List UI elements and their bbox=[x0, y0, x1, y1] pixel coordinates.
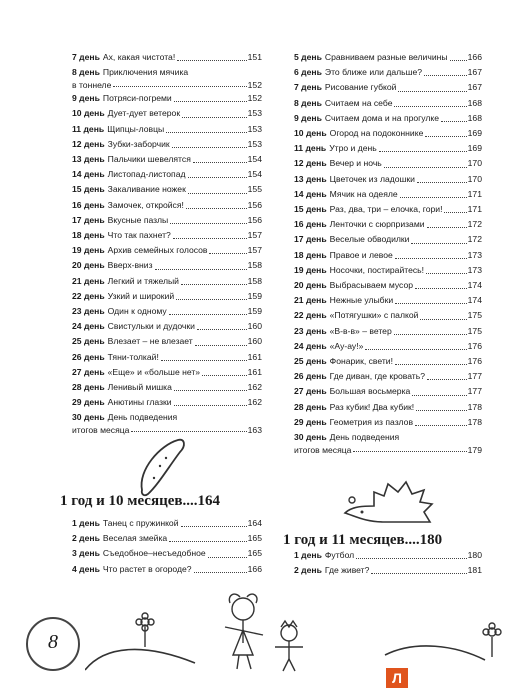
toc-entry bbox=[294, 563, 482, 578]
toc-title: Утро и день bbox=[329, 143, 377, 154]
toc-day: 4 день bbox=[72, 563, 100, 574]
toc-page: 154 bbox=[247, 169, 262, 180]
toc-title: Закаливание ножек bbox=[107, 184, 186, 195]
toc-title: Выбрасываем мусор bbox=[329, 280, 414, 291]
toc-entry bbox=[294, 548, 482, 563]
toc-leader-dots bbox=[353, 451, 466, 452]
toc-leader-dots bbox=[166, 132, 246, 133]
toc-title: Что растет в огороде? bbox=[102, 563, 192, 574]
toc-leader-dots bbox=[176, 299, 247, 300]
toc-page: 162 bbox=[247, 397, 262, 408]
toc-entry bbox=[72, 106, 262, 121]
toc-page: 159 bbox=[247, 306, 262, 317]
toc-day: 23 день bbox=[294, 325, 327, 336]
toc-title-continued: итогов месяца bbox=[72, 424, 130, 435]
toc-day: 22 день bbox=[72, 290, 105, 301]
toc-entry bbox=[294, 384, 482, 399]
toc-day: 20 день bbox=[72, 260, 105, 271]
toc-page: 165 bbox=[247, 533, 262, 544]
toc-title: Потряси-погреми bbox=[102, 93, 172, 104]
toc-day: 26 день bbox=[294, 371, 327, 382]
toc-leader-dots bbox=[177, 60, 246, 61]
toc-left-column bbox=[72, 50, 262, 436]
toc-title: Вверх-вниз bbox=[107, 260, 153, 271]
toc-leader-dots bbox=[371, 573, 466, 574]
toc-title: День подведения bbox=[329, 432, 400, 443]
toc-title-continued: итогов месяца bbox=[294, 444, 352, 455]
toc-leader-dots bbox=[195, 345, 247, 346]
toc-day: 17 день bbox=[72, 214, 105, 225]
toc-title: Геометрия из пазлов bbox=[329, 416, 414, 427]
toc-leader-dots bbox=[181, 526, 247, 527]
toc-day: 8 день bbox=[72, 67, 100, 78]
toc-day: 11 день bbox=[294, 143, 327, 154]
toc-page: 166 bbox=[467, 52, 482, 62]
toc-entry bbox=[72, 350, 262, 365]
toc-day: 3 день bbox=[72, 548, 100, 559]
toc-title: Влезает – не влезает bbox=[107, 336, 193, 347]
toc-page: 170 bbox=[467, 158, 482, 169]
toc-title: Архив семейных голосов bbox=[107, 245, 208, 256]
toc-page: 171 bbox=[467, 188, 482, 199]
toc-entry bbox=[72, 395, 262, 410]
toc-title: День подведения bbox=[107, 412, 178, 423]
toc-day: 24 день bbox=[72, 321, 105, 332]
toc-page: 155 bbox=[247, 184, 262, 195]
toc-page: 161 bbox=[247, 366, 262, 377]
toc-page: 156 bbox=[247, 214, 262, 225]
toc-day: 24 день bbox=[294, 340, 327, 351]
toc-page: 157 bbox=[247, 245, 262, 256]
toc-day: 20 день bbox=[294, 280, 327, 291]
toc-day: 2 день bbox=[294, 565, 322, 576]
toc-leader-dots bbox=[400, 197, 467, 198]
toc-entry bbox=[72, 50, 262, 65]
toc-title: Раз кубик! Два кубик! bbox=[329, 401, 415, 412]
toc-entry bbox=[294, 293, 482, 308]
toc-entry bbox=[294, 187, 482, 202]
toc-day: 26 день bbox=[72, 351, 105, 362]
toc-day: 12 день bbox=[294, 158, 327, 169]
toc-entry bbox=[294, 126, 482, 141]
toc-page: 180 bbox=[467, 550, 482, 560]
toc-entry bbox=[72, 91, 262, 106]
toc-title: Мячик на одеяле bbox=[329, 188, 398, 199]
toc-title: Рисование губкой bbox=[324, 82, 397, 93]
toc-title: Танец с пружинкой bbox=[102, 518, 179, 528]
toc-entry bbox=[72, 258, 262, 273]
toc-title: Пальчики шевелятся bbox=[107, 154, 191, 165]
toc-day: 10 день bbox=[72, 108, 105, 119]
toc-right-column bbox=[294, 50, 482, 456]
toc-leader-dots bbox=[379, 151, 467, 152]
hedgehog-doodle-icon bbox=[340, 478, 440, 533]
toc-entry bbox=[72, 319, 262, 334]
page-number-badge bbox=[26, 617, 80, 671]
toc-title: Один к одному bbox=[107, 306, 167, 317]
toc-title: Тяни-толкай! bbox=[107, 351, 159, 362]
toc-title: Вечер и ночь bbox=[329, 158, 382, 169]
toc-day: 21 день bbox=[294, 295, 327, 306]
toc-entry bbox=[72, 198, 262, 213]
toc-page: 178 bbox=[467, 416, 482, 427]
toc-day: 15 день bbox=[72, 184, 105, 195]
toc-leader-dots bbox=[425, 136, 466, 137]
toc-leader-dots bbox=[394, 106, 466, 107]
toc-leader-dots bbox=[209, 253, 246, 254]
toc-page: 163 bbox=[247, 424, 262, 435]
toc-title: Ленивый мишка bbox=[107, 382, 172, 393]
toc-page: 156 bbox=[247, 199, 262, 210]
toc-leader-dots bbox=[174, 405, 247, 406]
toc-day: 19 день bbox=[72, 245, 105, 256]
toc-day: 1 день bbox=[294, 550, 322, 560]
toc-leader-dots bbox=[444, 212, 466, 213]
toc-leader-dots bbox=[398, 91, 466, 92]
toc-leader-dots bbox=[193, 162, 247, 163]
toc-page: 174 bbox=[467, 295, 482, 306]
toc-leader-dots bbox=[420, 319, 466, 320]
toc-entry bbox=[294, 172, 482, 187]
toc-page: 160 bbox=[247, 321, 262, 332]
toc-title: Легкий и тяжелый bbox=[107, 275, 179, 286]
toc-entry bbox=[72, 334, 262, 349]
toc-title: Зубки-заборчик bbox=[107, 138, 170, 149]
toc-day: 29 день bbox=[72, 397, 105, 408]
toc-page: 153 bbox=[247, 123, 262, 134]
toc-day: 12 день bbox=[72, 138, 105, 149]
toc-page: 154 bbox=[247, 154, 262, 165]
toc-entry bbox=[294, 202, 482, 217]
toc-title: Где живет? bbox=[324, 565, 370, 576]
toc-leader-dots bbox=[113, 86, 246, 87]
toc-day: 30 день bbox=[294, 432, 327, 443]
section-heading-11-months: 1 год и 11 месяцев....180 bbox=[283, 532, 443, 548]
toc-leader-dots bbox=[197, 329, 247, 330]
toc-entry bbox=[294, 141, 482, 156]
toc-day: 9 день bbox=[294, 112, 322, 123]
toc-title: Ленточки с сюрпризами bbox=[329, 219, 425, 230]
toc-entry bbox=[72, 167, 262, 182]
toc-entry bbox=[294, 324, 482, 339]
toc-day: 29 день bbox=[294, 416, 327, 427]
toc-leader-dots bbox=[208, 557, 247, 558]
toc-page: 162 bbox=[247, 382, 262, 393]
toc-day: 19 день bbox=[294, 264, 327, 275]
toc-day: 5 день bbox=[294, 52, 322, 62]
toc-leader-dots bbox=[411, 243, 466, 244]
toc-leader-dots bbox=[356, 558, 466, 559]
toc-page: 175 bbox=[467, 325, 482, 336]
toc-title: Веселые обводилки bbox=[329, 234, 410, 245]
toc-leader-dots bbox=[395, 258, 467, 259]
toc-leader-dots bbox=[173, 238, 247, 239]
toc-day: 15 день bbox=[294, 204, 327, 215]
toc-day: 27 день bbox=[72, 366, 105, 377]
toc-page: 166 bbox=[247, 563, 262, 574]
toc-entry bbox=[72, 152, 262, 167]
toc-page: 161 bbox=[247, 351, 262, 362]
toc-page: 168 bbox=[467, 97, 482, 108]
toc-page: 177 bbox=[467, 386, 482, 397]
toc-page: 169 bbox=[467, 143, 482, 154]
toc-entry bbox=[294, 232, 482, 247]
toc-page: 153 bbox=[247, 108, 262, 119]
toc-title: Раз, два, три – елочка, гори! bbox=[329, 204, 443, 215]
toc-leader-dots bbox=[169, 541, 246, 542]
toc-title: Листопад-листопад bbox=[107, 169, 186, 180]
toc-page: 173 bbox=[467, 264, 482, 275]
toc-page: 171 bbox=[467, 204, 482, 215]
toc-entry bbox=[294, 339, 482, 354]
toc-section-10-months-list bbox=[72, 516, 262, 577]
toc-title: «Потягушки» с палкой bbox=[329, 310, 419, 321]
toc-entry bbox=[72, 228, 262, 243]
toc-leader-dots bbox=[384, 167, 467, 168]
toc-page: 153 bbox=[247, 138, 262, 149]
toc-title: Веселая змейка bbox=[102, 533, 168, 544]
section-heading-10-months: 1 год и 10 месяцев....164 bbox=[60, 493, 220, 509]
toc-leader-dots bbox=[416, 410, 466, 411]
toc-title: Ах, какая чистота! bbox=[102, 52, 176, 62]
toc-title: Фонарик, свети! bbox=[329, 356, 393, 367]
toc-day: 16 день bbox=[294, 219, 327, 230]
toc-day: 6 день bbox=[294, 67, 322, 78]
toc-entry bbox=[72, 213, 262, 228]
toc-page: 177 bbox=[467, 371, 482, 382]
toc-day: 11 день bbox=[72, 123, 105, 134]
toc-page: 176 bbox=[467, 356, 482, 367]
toc-page: 178 bbox=[467, 401, 482, 412]
toc-title: Огород на подоконнике bbox=[329, 128, 424, 139]
cucumber-doodle-icon bbox=[130, 430, 190, 500]
toc-page: 152 bbox=[247, 93, 262, 104]
toc-entry bbox=[294, 278, 482, 293]
toc-day: 28 день bbox=[294, 401, 327, 412]
toc-leader-dots bbox=[365, 349, 466, 350]
toc-day: 14 день bbox=[294, 188, 327, 199]
toc-leader-dots bbox=[441, 121, 467, 122]
toc-day: 13 день bbox=[294, 173, 327, 184]
toc-entry bbox=[72, 182, 262, 197]
toc-entry bbox=[294, 156, 482, 171]
toc-entry bbox=[294, 111, 482, 126]
toc-leader-dots bbox=[161, 360, 247, 361]
toc-page: 175 bbox=[467, 310, 482, 321]
toc-title-continued: в тоннеле bbox=[72, 79, 112, 90]
toc-page: 174 bbox=[467, 280, 482, 291]
toc-leader-dots bbox=[174, 101, 247, 102]
toc-day: 18 день bbox=[294, 249, 327, 260]
toc-page: 159 bbox=[247, 290, 262, 301]
toc-leader-dots bbox=[395, 303, 466, 304]
toc-day: 28 день bbox=[72, 382, 105, 393]
toc-day: 7 день bbox=[294, 82, 322, 93]
toc-leader-dots bbox=[417, 182, 467, 183]
toc-day: 10 день bbox=[294, 128, 327, 139]
toc-leader-dots bbox=[424, 75, 467, 76]
toc-page: 170 bbox=[467, 173, 482, 184]
toc-entry bbox=[72, 546, 262, 561]
toc-title: Считаем дома и на прогулке bbox=[324, 112, 440, 123]
toc-page: 173 bbox=[467, 249, 482, 260]
toc-title: «Ау-ау!» bbox=[329, 340, 364, 351]
toc-entry bbox=[294, 415, 482, 430]
toc-title: Что так пахнет? bbox=[107, 230, 171, 241]
toc-page: 152 bbox=[247, 79, 262, 90]
toc-title: Нежные улыбки bbox=[329, 295, 394, 306]
toc-page: 165 bbox=[247, 548, 262, 559]
toc-day: 25 день bbox=[72, 336, 105, 347]
toc-page: 164 bbox=[247, 518, 262, 528]
toc-entry bbox=[72, 65, 262, 91]
toc-page: 181 bbox=[467, 565, 482, 576]
toc-entry bbox=[72, 122, 262, 137]
toc-page: 158 bbox=[247, 275, 262, 286]
toc-day: 14 день bbox=[72, 169, 105, 180]
toc-title: Узкий и широкий bbox=[107, 290, 175, 301]
toc-entry bbox=[294, 430, 482, 456]
toc-title: Съедобное–несъедобное bbox=[102, 548, 206, 559]
toc-page: 158 bbox=[247, 260, 262, 271]
toc-leader-dots bbox=[155, 269, 247, 270]
toc-day: 22 день bbox=[294, 310, 327, 321]
toc-entry bbox=[72, 274, 262, 289]
toc-title: Приключения мячика bbox=[102, 67, 189, 78]
toc-leader-dots bbox=[426, 273, 467, 274]
toc-entry bbox=[294, 263, 482, 278]
toc-title: Носочки, постирайтесь! bbox=[329, 264, 425, 275]
toc-entry bbox=[72, 562, 262, 577]
toc-entry bbox=[72, 365, 262, 380]
toc-entry bbox=[72, 516, 262, 531]
toc-day: 17 день bbox=[294, 234, 327, 245]
toc-leader-dots bbox=[186, 208, 247, 209]
toc-leader-dots bbox=[415, 425, 467, 426]
toc-entry bbox=[294, 400, 482, 415]
toc-day: 7 день bbox=[72, 52, 100, 62]
toc-page: 172 bbox=[467, 234, 482, 245]
toc-title: «В-в-в» – ветер bbox=[329, 325, 392, 336]
toc-title: Футбол bbox=[324, 550, 355, 560]
toc-leader-dots bbox=[169, 314, 247, 315]
toc-day: 1 день bbox=[72, 518, 100, 528]
publisher-logo: Л bbox=[386, 668, 408, 688]
toc-leader-dots bbox=[427, 227, 467, 228]
toc-section-11-months-list bbox=[294, 548, 482, 578]
toc-title: Замочек, откройся! bbox=[107, 199, 184, 210]
toc-title: Считаем на себе bbox=[324, 97, 393, 108]
toc-page: 172 bbox=[467, 219, 482, 230]
toc-day: 30 день bbox=[72, 412, 105, 423]
toc-entry bbox=[294, 50, 482, 65]
toc-page: 151 bbox=[247, 52, 262, 62]
toc-leader-dots bbox=[174, 390, 247, 391]
toc-entry bbox=[294, 308, 482, 323]
toc-day: 18 день bbox=[72, 230, 105, 241]
toc-entry bbox=[294, 248, 482, 263]
toc-page: 157 bbox=[247, 230, 262, 241]
toc-entry bbox=[294, 96, 482, 111]
toc-leader-dots bbox=[395, 364, 467, 365]
toc-leader-dots bbox=[412, 395, 466, 396]
toc-day: 21 день bbox=[72, 275, 105, 286]
toc-entry bbox=[294, 217, 482, 232]
toc-day: 2 день bbox=[72, 533, 100, 544]
toc-leader-dots bbox=[182, 117, 247, 118]
toc-title: Большая восьмерка bbox=[329, 386, 411, 397]
toc-page: 168 bbox=[467, 112, 482, 123]
flowers-and-kids-doodle-icon bbox=[85, 585, 531, 675]
toc-entry bbox=[72, 289, 262, 304]
toc-entry bbox=[72, 304, 262, 319]
page-number: 8 bbox=[48, 631, 58, 653]
toc-day: 9 день bbox=[72, 93, 100, 104]
toc-leader-dots bbox=[415, 288, 467, 289]
toc-day: 25 день bbox=[294, 356, 327, 367]
toc-title: Сравниваем разные величины bbox=[324, 52, 448, 62]
toc-leader-dots bbox=[394, 334, 467, 335]
toc-leader-dots bbox=[188, 177, 247, 178]
toc-title: Цветочек из ладошки bbox=[329, 173, 415, 184]
toc-page: 167 bbox=[467, 82, 482, 93]
toc-page: 167 bbox=[467, 67, 482, 78]
toc-title: «Еще» и «больше нет» bbox=[107, 366, 201, 377]
toc-day: 16 день bbox=[72, 199, 105, 210]
toc-entry bbox=[72, 243, 262, 258]
toc-entry bbox=[294, 369, 482, 384]
toc-page: 176 bbox=[467, 340, 482, 351]
toc-entry bbox=[294, 354, 482, 369]
toc-leader-dots bbox=[181, 284, 247, 285]
toc-entry bbox=[294, 65, 482, 80]
toc-page: 179 bbox=[467, 444, 482, 455]
toc-leader-dots bbox=[450, 60, 467, 61]
toc-leader-dots bbox=[202, 375, 247, 376]
toc-entry bbox=[72, 137, 262, 152]
toc-leader-dots bbox=[188, 193, 247, 194]
toc-title: Вкусные пазлы bbox=[107, 214, 169, 225]
toc-day: 23 день bbox=[72, 306, 105, 317]
toc-title: Это ближе или дальше? bbox=[324, 67, 423, 78]
toc-day: 13 день bbox=[72, 154, 105, 165]
toc-entry bbox=[72, 380, 262, 395]
toc-title: Правое и левое bbox=[329, 249, 393, 260]
toc-title: Щипцы-ловцы bbox=[107, 123, 165, 134]
toc-leader-dots bbox=[427, 379, 467, 380]
toc-page: 160 bbox=[247, 336, 262, 347]
toc-page: 169 bbox=[467, 128, 482, 139]
toc-title: Свистульки и дудочки bbox=[107, 321, 195, 332]
toc-title: Дует-дует ветерок bbox=[107, 108, 181, 119]
toc-title: Где диван, где кровать? bbox=[329, 371, 426, 382]
toc-leader-dots bbox=[172, 147, 247, 148]
toc-day: 27 день bbox=[294, 386, 327, 397]
toc-entry bbox=[294, 80, 482, 95]
toc-entry bbox=[72, 531, 262, 546]
toc-title: Анютины глазки bbox=[107, 397, 172, 408]
toc-leader-dots bbox=[170, 223, 246, 224]
toc-day: 8 день bbox=[294, 97, 322, 108]
toc-leader-dots bbox=[194, 572, 247, 573]
